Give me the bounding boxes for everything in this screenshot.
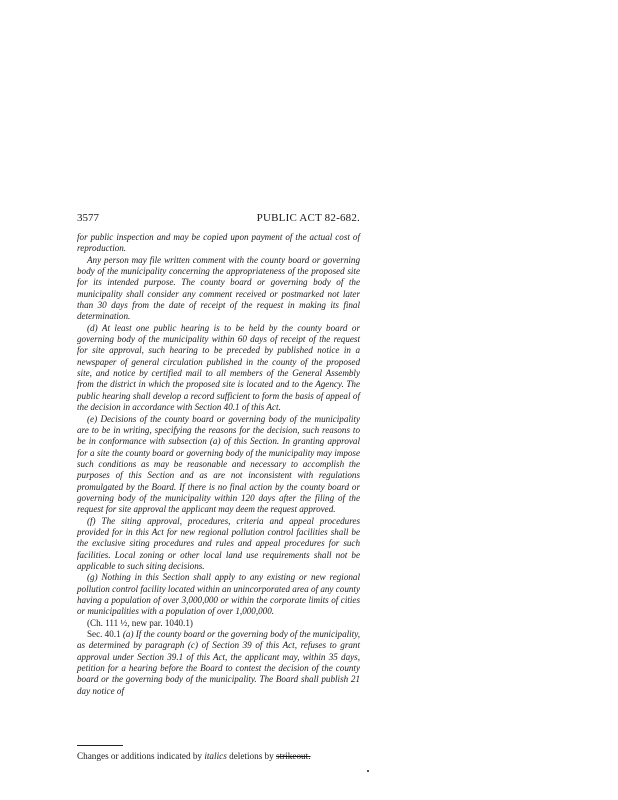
paragraph: (g) Nothing in this Section shall apply to any existing or new regional pollution control facility located within an unincorporated area of any county having a population of over 3,000,000 or within the corporate limits of cities or municipalities with a population of over 1,000,000. <box>77 572 360 617</box>
section-lead: Sec. 40.1 <box>87 629 121 640</box>
paragraph: (e) Decisions of the county board or governing body of the municipality are to be in writing, specifying the reasons for the decision, such reasons to be in conformance with subsection (a) of this Section. In granting approval for a site the county board or governing body of the municipality may impose such conditions as may be reasonable and necessary to accomplish the purposes of this Section and as are not inconsistent with regulations promulgated by the Board. If there is no final action by the county board or governing body of the municipality within 120 days after the filing of the request for site approval the applicant may deem the request approved. <box>77 413 360 515</box>
footnote-divider <box>77 745 123 746</box>
paragraph: for public inspection and may be copied upon payment of the actual cost of reproduction. <box>77 232 360 254</box>
body-text <box>77 232 360 697</box>
footer-prefix: Changes or additions indicated by <box>77 751 205 761</box>
chapter-reference: (Ch. 111 ½, new par. 1040.1) <box>87 617 193 628</box>
page-footer <box>77 750 367 762</box>
act-title: PUBLIC ACT 82-682. <box>256 212 360 224</box>
paragraph: (f) The siting approval, procedures, criteria and appeal procedures provided for in this Act for new regional pollution control facilities shall be the exclusive siting procedures and rules and appeal procedures for such facilities. Local zoning or other local land use requirements shall not be applicable to such siting decisions. <box>77 515 360 571</box>
footer-strikeout-word: strikeout. <box>276 751 311 761</box>
paragraph: Any person may file written comment with the county board or governing body of the municipality concerning the appropriateness of the proposed site for its intended purpose. The county board or governing body of the municipality shall consider any comment received or postmarked not later than 30 days from the date of receipt of the request in making its final determination. <box>77 254 360 322</box>
page-number: 3577 <box>77 212 99 224</box>
section-paragraph <box>77 629 360 697</box>
footer-italics-word: italics <box>204 751 227 761</box>
page-header <box>77 212 360 225</box>
paragraph: (d) At least one public hearing is to be held by the county board or governing body of the municipality within 60 days of receipt of the request for site approval, such hearing to be preceded by published notice in a newspaper of general circulation published in the county of the proposed site, and notice by certified mail to all members of the General Assembly from the district in which the proposed site is located and to the Agency. The public hearing shall develop a record sufficient to form the basis of appeal of the decision in accordance with Section 40.1 of this Act. <box>77 322 360 413</box>
footer-middle: deletions by <box>226 751 277 761</box>
section-text: (a) If the county board or the governing body of the municipality, as determined by paragraph (c) of Section 39 of this Act, refuses to grant approval under Section 39.1 of this Act, the applicant may, within 35 days, petition for a hearing before the Board to contest the decision of the county board or the governing body of the municipality. The Board shall publish 21 day notice of <box>77 629 361 696</box>
scan-speck <box>367 770 369 772</box>
